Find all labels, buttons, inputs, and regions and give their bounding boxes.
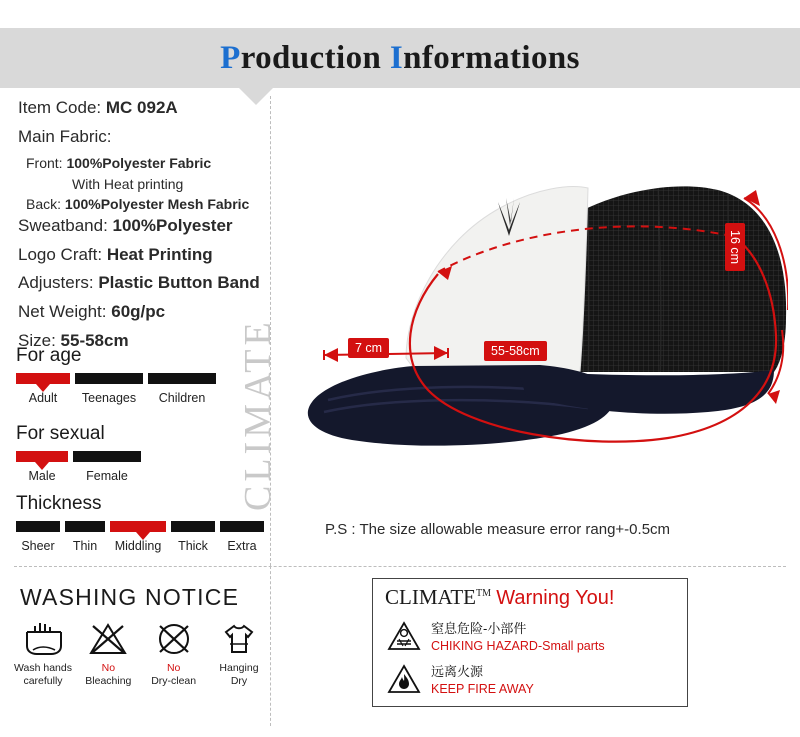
no-bleach-icon — [77, 618, 139, 660]
cap-illustration — [288, 150, 788, 520]
spec-front-line2: With Heat printing — [72, 175, 184, 192]
fire-hazard-icon — [387, 663, 421, 700]
attribute-bars — [16, 373, 270, 384]
warning-text-en: CHIKING HAZARD-Small parts — [431, 639, 605, 653]
washing-caption-line2: Dry — [230, 674, 248, 687]
attribute-bars — [16, 451, 270, 462]
washing-item-no-dryclean — [143, 618, 205, 687]
horizontal-divider — [14, 566, 786, 567]
spec-logo-craft: Logo Craft: Heat Printing — [18, 244, 213, 264]
washing-notice-title: WASHING NOTICE — [20, 584, 240, 610]
attribute-bar-thin[interactable] — [65, 521, 105, 532]
attribute-label-female: Female — [86, 469, 128, 483]
attribute-bar-male[interactable] — [16, 451, 68, 462]
washing-caption-line2: carefully — [23, 674, 63, 687]
climate-watermark: CLIMATE — [237, 318, 279, 512]
dimension-label-brim: 7 cm — [348, 338, 389, 358]
warning-brand: CLIMATE — [385, 585, 476, 609]
washing-item-caption — [12, 662, 74, 687]
attribute-bar-sheer[interactable] — [16, 521, 60, 532]
attribute-title: For sexual — [16, 423, 105, 444]
attribute-labels — [16, 539, 270, 553]
warning-tm: TM — [476, 588, 491, 599]
washing-caption-line2: Dry-clean — [151, 674, 197, 687]
attribute-bar-children[interactable] — [148, 373, 216, 384]
attribute-label-children: Children — [158, 391, 206, 405]
warning-headline — [385, 585, 614, 610]
washing-item-caption — [77, 662, 139, 687]
attribute-label-middling: Middling — [114, 539, 162, 553]
attribute-title: For age — [16, 345, 82, 366]
washing-item-hand-wash — [12, 618, 74, 687]
washing-item-caption — [208, 662, 270, 687]
attribute-label-teenages: Teenages — [81, 391, 137, 405]
attribute-thickness — [16, 493, 270, 553]
page-title-accent-i: I — [389, 39, 404, 76]
attribute-for-sexual — [16, 423, 270, 483]
washing-caption-line2: Bleaching — [85, 674, 132, 687]
spec-adjusters: Adjusters: Plastic Button Band — [18, 273, 260, 293]
warning-title-text: Warning You! — [496, 587, 615, 609]
spec-main-fabric-title: Main Fabric: — [18, 126, 112, 146]
attribute-bar-middling[interactable] — [110, 521, 166, 532]
attribute-bars — [16, 521, 270, 532]
warning-text-cn: 远离火源 — [431, 664, 484, 679]
washing-caption-line1: Hanging — [219, 662, 259, 674]
attribute-label-adult: Adult — [28, 391, 58, 405]
attribute-bar-adult[interactable] — [16, 373, 70, 384]
spec-front: Front: 100%Polyester Fabric — [26, 155, 212, 172]
washing-icon-list — [12, 618, 270, 687]
product-photo — [288, 150, 788, 520]
attribute-title: Thickness — [16, 493, 102, 514]
spec-list — [18, 96, 270, 357]
hand-wash-icon — [12, 618, 74, 660]
spec-sweatband: Sweatband: 100%Polyester — [18, 216, 233, 236]
page-title-text-1: roduction — [240, 39, 390, 76]
page-header — [0, 28, 800, 88]
warning-text-cn: 窒息危险-小部件 — [431, 621, 527, 636]
washing-caption-line1: No — [166, 662, 181, 674]
attribute-bar-thick[interactable] — [171, 521, 215, 532]
choking-hazard-icon — [387, 620, 421, 657]
warning-row-choking — [387, 620, 679, 656]
page-title — [220, 40, 580, 77]
attribute-bar-female[interactable] — [73, 451, 141, 462]
attribute-label-sheer: Sheer — [21, 539, 55, 553]
attribute-for-age — [16, 345, 270, 405]
selection-marker-icon — [136, 532, 150, 540]
attribute-label-extra: Extra — [227, 539, 257, 553]
attribute-label-thin: Thin — [72, 539, 98, 553]
warning-text-en: KEEP FIRE AWAY — [431, 682, 534, 696]
measurement-note: P.S : The size allowable measure error rang+-0.5cm — [325, 521, 671, 538]
page-title-text-2: nformations — [403, 39, 580, 76]
no-dryclean-icon — [143, 618, 205, 660]
vertical-divider-lower — [270, 566, 271, 726]
spec-net-weight: Net Weight: 60g/pc — [18, 302, 166, 322]
warning-text-group — [431, 661, 534, 696]
washing-caption-line1: Wash hands — [14, 662, 72, 674]
warning-text-group — [431, 618, 605, 653]
washing-caption-line1: No — [101, 662, 116, 674]
washing-item-no-bleach — [77, 618, 139, 687]
page-title-accent-p: P — [220, 39, 241, 76]
attribute-label-male: Male — [28, 469, 56, 483]
attribute-label-thick: Thick — [178, 539, 208, 553]
dimension-label-circumference: 55-58cm — [484, 341, 547, 361]
spec-back: Back: 100%Polyester Mesh Fabric — [26, 195, 250, 212]
attribute-bar-teenages[interactable] — [75, 373, 143, 384]
hang-dry-icon — [208, 618, 270, 660]
washing-item-hang-dry — [208, 618, 270, 687]
warning-box — [372, 578, 688, 707]
warning-row-fire — [387, 663, 679, 699]
washing-item-caption — [143, 662, 205, 687]
spec-item-code: Item Code: MC 092A — [18, 98, 178, 117]
selection-marker-icon — [35, 462, 49, 470]
dimension-label-height: 16 cm — [725, 223, 745, 271]
attribute-labels — [16, 391, 270, 405]
spec-size: Size: 55-58cm — [18, 330, 129, 350]
selection-marker-icon — [36, 384, 50, 392]
attribute-labels — [16, 469, 270, 483]
